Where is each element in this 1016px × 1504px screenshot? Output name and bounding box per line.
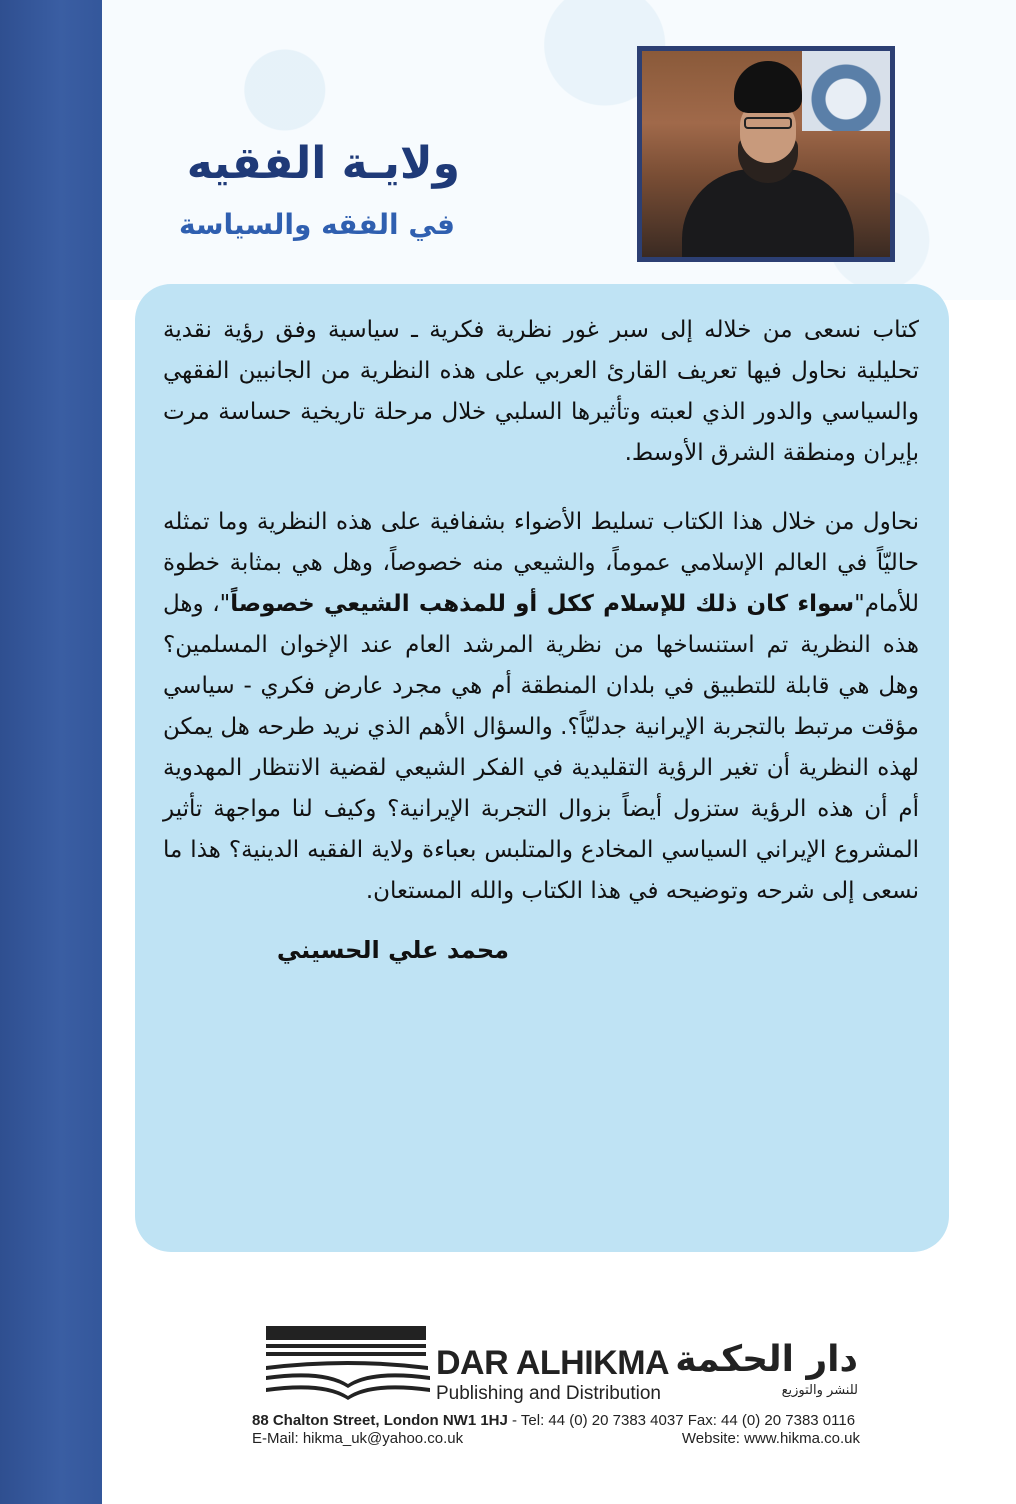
author-photo [642,51,890,257]
publisher-name-ar: دار الحكمة [675,1339,858,1380]
blurb-paragraph-2-end: "، وهل هذه النظرية تم استنساخها من نظرية المرشد العام عند الإخوان المسلمين؟ وهل هي قابلة للتطبيق في بلدان المنطقة أم هي مجرد عارض فكري - سياسي مؤقت مرتبط بالتجربة الإيرانية جدليّاً؟. والسؤال الأهم الذي نريد طرحه هل يمكن لهذه النظرية أن تغير الرؤية التقليدية في الفكر الشيعي لقضية الانتظار المهدوية أم أن هذه الرؤية ستزول أيضاً بزوال التجربة الإيرانية؟ وكيف لنا مواجهة تأثير المشروع الإيراني السياسي المخادع والمتلبس بعباءة ولاية الفقيه الدينية؟ هذا ما نسعى إلى شرحه وتوضيحه في هذا الكتاب والله المستعان. [163,591,919,904]
blurb-paragraph-1: كتاب نسعى من خلاله إلى سبر غور نظرية فكرية ـ سياسية وفق رؤية نقدية تحليلية نحاول فيها تعريف القارئ العربي على هذه النظرية من الجانبين الفقهي والسياسي والدور الذي لعبته وتأثيرها السلبي خلال مرحلة تاريخية حساسة مرت بإيران ومنطقة الشرق الأوسط. [163,317,919,466]
author-name: محمد علي الحسيني [276,936,509,964]
publisher-name-en: DAR ALHIKMA [436,1344,670,1382]
address-row [252,1412,872,1430]
blurb-paragraph-2-start: نحاول من خلال هذا الكتاب تسليط الأضواء بشفافية على هذه النظرية وما تمثله حاليّاً في العالم الإسلامي عموماً، والشيعي منه خصوصاً، وهل هي بمثابة خطوة للأمام" [163,509,919,617]
blurb-panel [135,284,949,1252]
publisher-email: E-Mail: hikma_uk@yahoo.co.uk [252,1430,464,1447]
author-photo-frame [637,46,895,262]
photo-turban [734,61,802,113]
open-book-logo-icon [264,1326,432,1400]
publisher-tagline-en: Publishing and Distribution [436,1383,661,1404]
publisher-phones: - Tel: 44 (0) 20 7383 4037 Fax: 44 (0) 20 7383 0116 [512,1412,856,1429]
photo-glasses [744,117,792,129]
publisher-website: Website: www.hikma.co.uk [681,1430,860,1447]
publisher-tagline-ar: للنشر والتوزيع [781,1383,858,1398]
photo-background-tile [802,51,890,131]
blurb-bold-phrase: سواء كان ذلك للإسلام ككل أو للمذهب الشيعي خصوصاً [230,591,855,617]
publisher-street: 88 Chalton Street, London NW1 1HJ [252,1412,508,1429]
cover-spine-band [0,0,102,1504]
blurb-paragraph-2 [163,502,919,912]
publisher-contact [252,1412,872,1448]
book-subtitle: في الفقه والسياسة [178,208,455,241]
contact-row [252,1430,860,1448]
book-title: ولايـة الفقيه [186,138,460,189]
